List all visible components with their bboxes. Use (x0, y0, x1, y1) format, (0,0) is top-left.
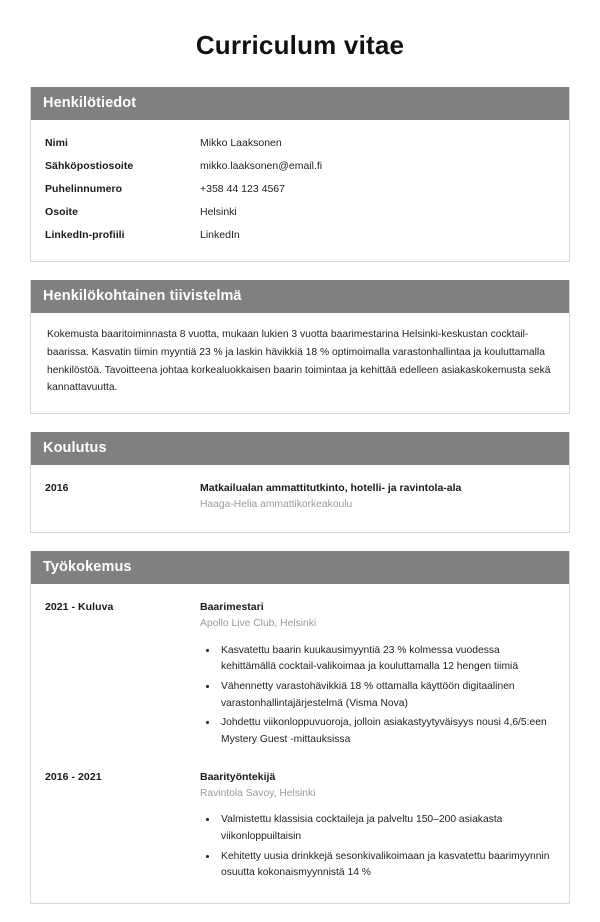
info-label: Puhelinnumero (45, 183, 123, 196)
entry-subtitle: Apollo Live Club, Helsinki (200, 618, 317, 630)
info-row (45, 178, 555, 201)
entry-main (200, 770, 555, 885)
info-label: Sähköpostiosoite (45, 160, 134, 173)
info-value-linkedin[interactable]: LinkedIn (200, 229, 240, 242)
info-label: Osoite (45, 206, 78, 219)
entry-subtitle: Ravintola Savoy, Helsinki (200, 787, 316, 799)
entry-date: 2016 - 2021 (45, 770, 102, 783)
section-body-work-experience (31, 584, 569, 903)
entry-title: Matkailualan ammattitutkinto, hotelli- ja ravintola-ala (200, 482, 462, 495)
info-row (45, 132, 555, 155)
info-value: Helsinki (200, 206, 237, 219)
info-row (45, 224, 555, 247)
section-personal-info (30, 87, 570, 262)
section-header-work-experience: Työkokemus (31, 551, 569, 584)
list-item: • Valmistettu klassisia cocktaileja ja palveltu 150–200 asiakasta viikonloppuiltaisin (218, 812, 555, 845)
entry-date: 2021 - Kuluva (45, 601, 114, 613)
list-item: • Vähennetty varastohävikkiä 18 % ottamalla käyttöön digitaalinen varastonhallintajärjestelmä (Visma Nova) (218, 679, 555, 712)
list-item: • Johdettu viikonloppuvuoroja, jolloin asiakastyytyväisyys nousi 4,6/5:een Mystery Guest -mittauksissa (218, 715, 555, 748)
page-title: Curriculum vitae (195, 30, 405, 60)
entry-bullet-list (200, 812, 555, 882)
section-header-personal-info: Henkilötiedot (31, 87, 569, 120)
info-label: Nimi (45, 137, 68, 150)
info-row (45, 155, 555, 178)
info-label: LinkedIn-profiili (45, 229, 125, 242)
info-value: +358 44 123 4567 (200, 183, 285, 196)
info-value: mikko.laaksonen@email.fi (200, 160, 323, 173)
section-body-personal-info (31, 120, 569, 261)
entry-subtitle: Haaga-Helia ammattikorkeakoulu (200, 499, 353, 511)
info-row (45, 201, 555, 224)
section-work-experience (30, 551, 570, 904)
summary-paragraph: Kokemusta baaritoiminnasta 8 vuotta, mukaan lukien 3 vuotta baarimestarina Helsinki-keskustan cocktail-baarissa. Kasvatin tiimin myyntiä 23 % ja laskin hävikkiä 18 % optimoimalla varastonhallintaa ja kouluttamalla henkilöstöä. Tavoitteena johtaa korkealuokkaisen baarin toimintaa ja kehittää edelleen asiakaskokemusta sekä kannattavuutta. (47, 329, 551, 394)
info-value: Mikko Laaksonen (200, 137, 282, 150)
experience-entry (45, 756, 555, 889)
section-education (30, 432, 570, 533)
entry-date: 2016 (45, 482, 69, 495)
entry-title: Baarimestari (200, 601, 264, 613)
entry-bullet-list (200, 643, 555, 749)
entry-title: Baarityöntekijä (200, 770, 276, 783)
section-summary (30, 280, 570, 414)
list-item: • Kehitetty uusia drinkkejä sesonkivalikoimaan ja kasvatettu baarimyynnin osuutta kokonaismyynnistä 14 % (218, 849, 555, 882)
entry-main (200, 481, 555, 514)
list-item: • Kasvatettu baarin kuukausimyyntiä 23 % kolmessa vuodessa kehittämällä cocktail-valikoimaa ja kouluttamalla 12 hengen tiimiä (218, 643, 555, 676)
section-body-summary (31, 313, 569, 413)
section-header-education: Koulutus (31, 432, 569, 465)
section-header-summary: Henkilökohtainen tiivistelmä (31, 280, 569, 313)
education-entry (45, 477, 555, 518)
experience-entry (45, 596, 555, 756)
entry-main (200, 600, 555, 752)
section-body-education (31, 465, 569, 532)
